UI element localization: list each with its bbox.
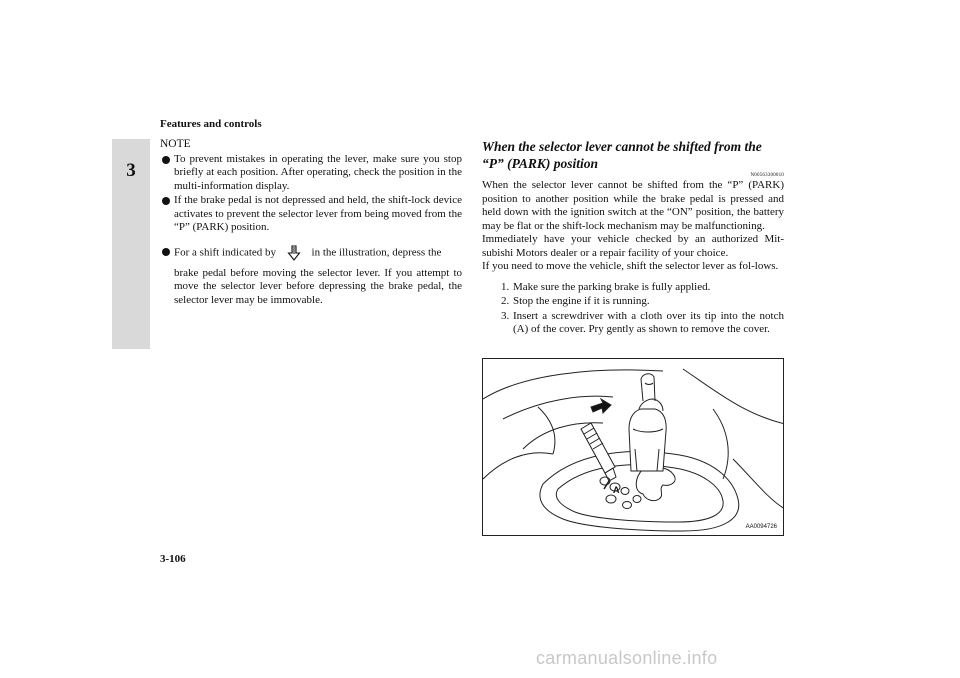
step-item (501, 281, 784, 295)
watermark-text: carmanualsonline.info (536, 648, 718, 668)
down-arrow-shift-icon (287, 245, 301, 261)
chapter-number: 3 (126, 160, 136, 181)
note-bullet-2 (160, 194, 462, 235)
section-body-3: If you need to move the vehicle, shift the selector lever as fol-lows. (482, 260, 779, 272)
step-item (501, 295, 784, 309)
note-label: NOTE (160, 138, 191, 150)
bullet-dot-icon (162, 248, 170, 256)
steps-list (482, 281, 784, 337)
note-bullet-2-text: If the brake pedal is not depressed and held, the shift-lock device activates to prevent the selector lever from being moved from the “P” (PARK) position. (174, 194, 462, 233)
step-item (501, 310, 784, 337)
note-bullet-3 (160, 245, 462, 308)
console-line-drawing (483, 359, 784, 536)
step-text: Insert a screwdriver with a cloth over its tip into the notch (A) of the cover. Pry gently as shown to remove the cover. (513, 309, 784, 335)
step-number: 2. (501, 295, 510, 307)
step-text: Stop the engine if it is running. (513, 295, 650, 307)
bullet-dot-icon (162, 156, 170, 164)
note-bullet-1-text: To prevent mistakes in operating the lever, make sure you stop briefly at each position. After operating, check the position in the multi-information display. (174, 152, 462, 192)
section-column (482, 138, 784, 338)
bullet-dot-icon (162, 197, 170, 205)
figure-label-a: A (613, 485, 620, 495)
section-body-1: When the selector lever cannot be shifted from the “P” (PARK) position to another position while the brake pedal is pressed and held down with the ignition switch at the “ON” position, the battery may be flat or the shift-lock mechanism may be malfunctioning. (482, 179, 784, 232)
selector-lever-illustration (482, 358, 784, 536)
note-bullet-1 (160, 153, 462, 194)
note-column (160, 138, 462, 307)
step-number: 1. (501, 280, 510, 293)
running-header: Features and controls (160, 118, 262, 130)
step-text: Make sure the parking brake is fully applied. (513, 280, 711, 293)
step-number: 3. (501, 309, 510, 322)
note-bullet-3-text-rest: brake pedal before moving the selector lever. If you attempt to move the selector lever before depressing the brake pedal, the selector lever may be immovable. (174, 266, 462, 306)
section-code: N00563300010 (750, 173, 784, 178)
chapter-tab (112, 139, 150, 349)
page-number: 3-106 (160, 553, 186, 565)
figure-code: AA0094726 (745, 524, 777, 530)
section-body-2: Immediately have your vehicle checked by an authorized Mit-subishi Motors dealer or a repair facility of your choice. (482, 233, 784, 259)
note-bullet-3-text-after: in the illustration, depress the (311, 246, 442, 259)
note-bullet-3-text-before: For a shift indicated by (174, 246, 277, 259)
section-title: When the selector lever cannot be shifted from the “P” (PARK) position (482, 139, 762, 171)
